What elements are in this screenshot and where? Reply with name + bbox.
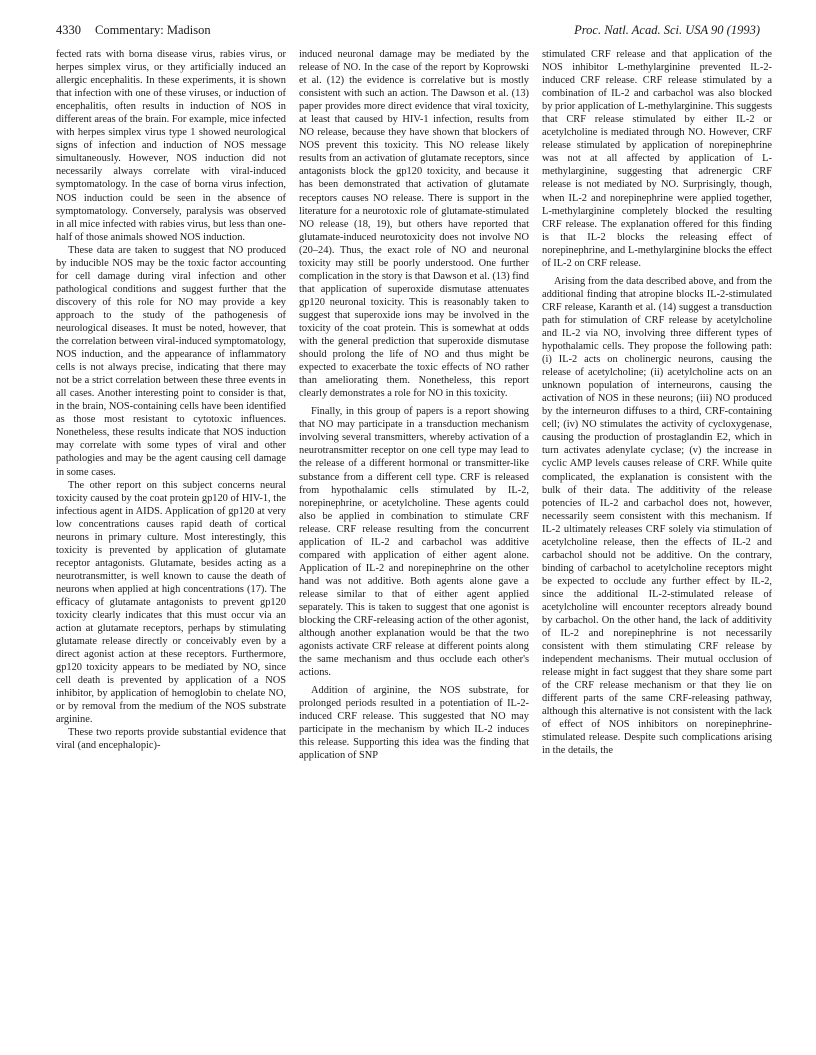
running-header xyxy=(56,20,760,40)
paragraph: The other report on this subject concerns neural toxicity caused by the coat protein gp120 of HIV-1, the infectious agent in AIDS. Application of gp120 at very low concentrations causes rapid death of cortical neurons in primary culture. Most interestingly, this toxicity is prevented by application of glutamate receptor antagonists. Glutamate, besides acting as a neurotransmitter, is well known to cause the death of neurons when applied at high concentrations (17). The efficacy of glutamate antagonists to prevent gp120 toxicity clearly indicates that this must occur via an action at glutamate receptors, perhaps by stimulating glutamate release directly or conceivably even by a direct agonist action at these receptors. Furthermore, gp120 toxicity appears to be mediated by NO, since cell death is prevented by application of a NOS inhibitor, by application of hemoglobin to chelate NO, or by removal from the medium of the NOS substrate arginine. xyxy=(56,479,286,726)
column-1 xyxy=(56,48,286,1038)
journal-citation: Proc. Natl. Acad. Sci. USA 90 (1993) xyxy=(574,23,760,37)
page-number: 4330 xyxy=(56,23,81,37)
column-2 xyxy=(299,48,529,1038)
paragraph: These data are taken to suggest that NO produced by inducible NOS may be the toxic factor accounting for cell damage during viral infection and other pathological conditions and suggest further that the discovery of this role for NO may provide a key approach to the study of the pathogenesis of neurological diseases. It must be noted, however, that the correlation between viral-induced symptomatology, NOS induction, and the appearance of inflammatory cells is not always precise, indicating that there may not be a strict correlation between these three events in all cases. Another interesting point to consider is that, in the brain, NOS-containing cells have been identified as those most resistant to cytotoxic influences. Nonetheless, these results indicate that NOS induction may correlate with some types of viral and other pathologies and may be the agent causing cell damage in some cases. xyxy=(56,244,286,478)
paragraph: induced neuronal damage may be mediated by the release of NO. In the case of the report by Koprowski et al. (12) the evidence is correlative but is mostly consistent with such an action. The Dawson et al. (13) paper provides more direct evidence that viral toxicity, at least that caused by HIV-1 infection, results from NO release, because they have shown that blockers of NOS prevent this toxicity. This NO release likely results from an activation of glutamate receptors, since antagonists block the gp120 toxicity, and because it has been demonstrated that activation of glutamate receptors causes NO release. There is support in the literature for a neurotoxic role of glutamate-stimulated NO release (18, 19), but others have reported that glutamate-induced neurotoxicity does not involve NO (20–24). Thus, the exact role of NO and neuronal toxicity may still be poorly understood. One further complication in the story is that Dawson et al. (13) find that application of superoxide dismutase attenuates gp120 neuronal toxicity. This is reasonably taken to suggest that superoxide ions may be involved in the toxicity of the coat protein. This is somewhat at odds with the general prediction that superoxide dismutase should prolong the life of NO and thus might be expected to exacerbate the toxic effects of NO rather than ameliorating them. Nonetheless, this report clearly demonstrates a role for NO in this toxicity. xyxy=(299,49,529,400)
paragraph: These two reports provide substantial evidence that viral (and encephalopic)- xyxy=(56,727,286,752)
paragraph: fected rats with borna disease virus, rabies virus, or herpes simplex virus, or they artificially induced an allergic encephalitis. In these experiments, it is shown that infection with one of these viruses, or induction of encephalitis, often results in induction of NOS in different areas of the brain. For example, mice infected with herpes simplex virus type 1 showed neurological signs of infection and induction of NOS message simultaneously. However, NOS induction did not necessarily always correlate with viral-induced symptomatology. In the case of borna virus infection, NOS induction could be seen in the absence of symptomatology. Conversely, paralysis was observed in all mice infected with rabies virus, but less than one-half of those animals showed NOS induction. xyxy=(56,49,286,243)
article-body xyxy=(56,48,772,1038)
paragraph: Finally, in this group of papers is a report showing that NO may participate in a transduction mechanism involving several transmitters, whereby activation of a neurotransmitter receptor on one cell type may lead to the release of a different hormonal or transmitter-like substance from a different cell type. CRF is released from hypothalamic cells stimulated by IL-2, norepinephrine, or acetylcholine. These agents could also be applied in combination to stimulate CRF release. CRF release resulting from the concurrent application of IL-2 and carbachol was additive compared with application of either agent alone. Application of IL-2 and norepinephrine on the other hand was not additive. Both agents alone gave a release similar to that of either agent applied separately. This is taken to suggest that one agonist is blocking the CRF-releasing action of the other agonist, although another explanation would be that the two agonists activate CRF release at different points along the same mechanism and thus occlude each other's actions. xyxy=(299,406,529,679)
column-3 xyxy=(542,48,772,1038)
paragraph: stimulated CRF release and that application of the NOS inhibitor L-methylarginine prevented IL-2-induced CRF release. CRF release stimulated by a combination of IL-2 and carbachol was also blocked by prior application of L-methylarginine. This suggests that CRF release stimulated by either IL-2 or acetylcholine is mediated through NO. However, CRF release stimulated by application of norepinephrine was not at all affected by application of L-methylarginine, suggesting that adrenergic CRF release is not mediated by NO. Surprisingly, though, when IL-2 and norepinephrine were applied together, L-methylarginine completely blocked the resulting CRF release. The explanation offered for this finding is that IL-2 blocks the releasing effect of norepinephrine, and L-methylarginine blocks the effect of IL-2 on CRF release. xyxy=(542,49,772,269)
paragraph: Arising from the data described above, and from the additional finding that atropine blocks IL-2-stimulated CRF release, Karanth et al. (14) suggest a transduction path for stimulation of CRF release by acetylcholine and IL-2 via NO, involving three different types of hypothalamic cells. They propose the following path: (i) IL-2 acts on cholinergic neurons, causing the release of acetylcholine; (ii) acetylcholine acts on an unknown population of interneurons, causing the activation of NOS in these neurons; (iii) NO produced by the interneuron diffuses to a third, CRF-containing cell; (iv) NO stimulates the activity of cycloxygenase, causing the production of prostaglandin E2, which in turn activates adenylate cyclase; (v) the increase in cyclic AMP levels causes release of CRF. While quite complicated, the explanation is consistent with the bulk of their data. The additivity of the release potencies of IL-2 and carbachol does not, however, necessarily seem consistent with this mechanism. If IL-2 ultimately releases CRF solely via stimulation of acetylcholine release, then the effects of IL-2 and carbachol should not be additive. On the contrary, binding of carbachol to acetylcholine receptors might be expected to occlude any further effect by IL-2, since the additional IL-2-stimulated release of acetylcholine will encounter receptors already bound by carbachol. On the other hand, the lack of additivity of IL-2 and norepinephrine is not necessarily consistent with them stimulating CRF release by independent mechanisms. Their mutual occlusion of release might in fact suggest that they share some part of the CRF release mechanism or that they lie on different parts of the same CRF-releasing pathway, although this alternative is not consistent with the lack of effect of NOS inhibitors on norepinephrine-stimulated release. Despite such complications arising in the details, the xyxy=(542,275,772,757)
header-left xyxy=(56,20,211,40)
running-title: Commentary: Madison xyxy=(95,23,211,37)
paragraph: Addition of arginine, the NOS substrate, for prolonged periods resulted in a potentiation of IL-2-induced CRF release. This suggested that NO may participate in the mechanism by which IL-2 induces this release. Supporting this idea was the finding that application of SNP xyxy=(299,685,529,762)
